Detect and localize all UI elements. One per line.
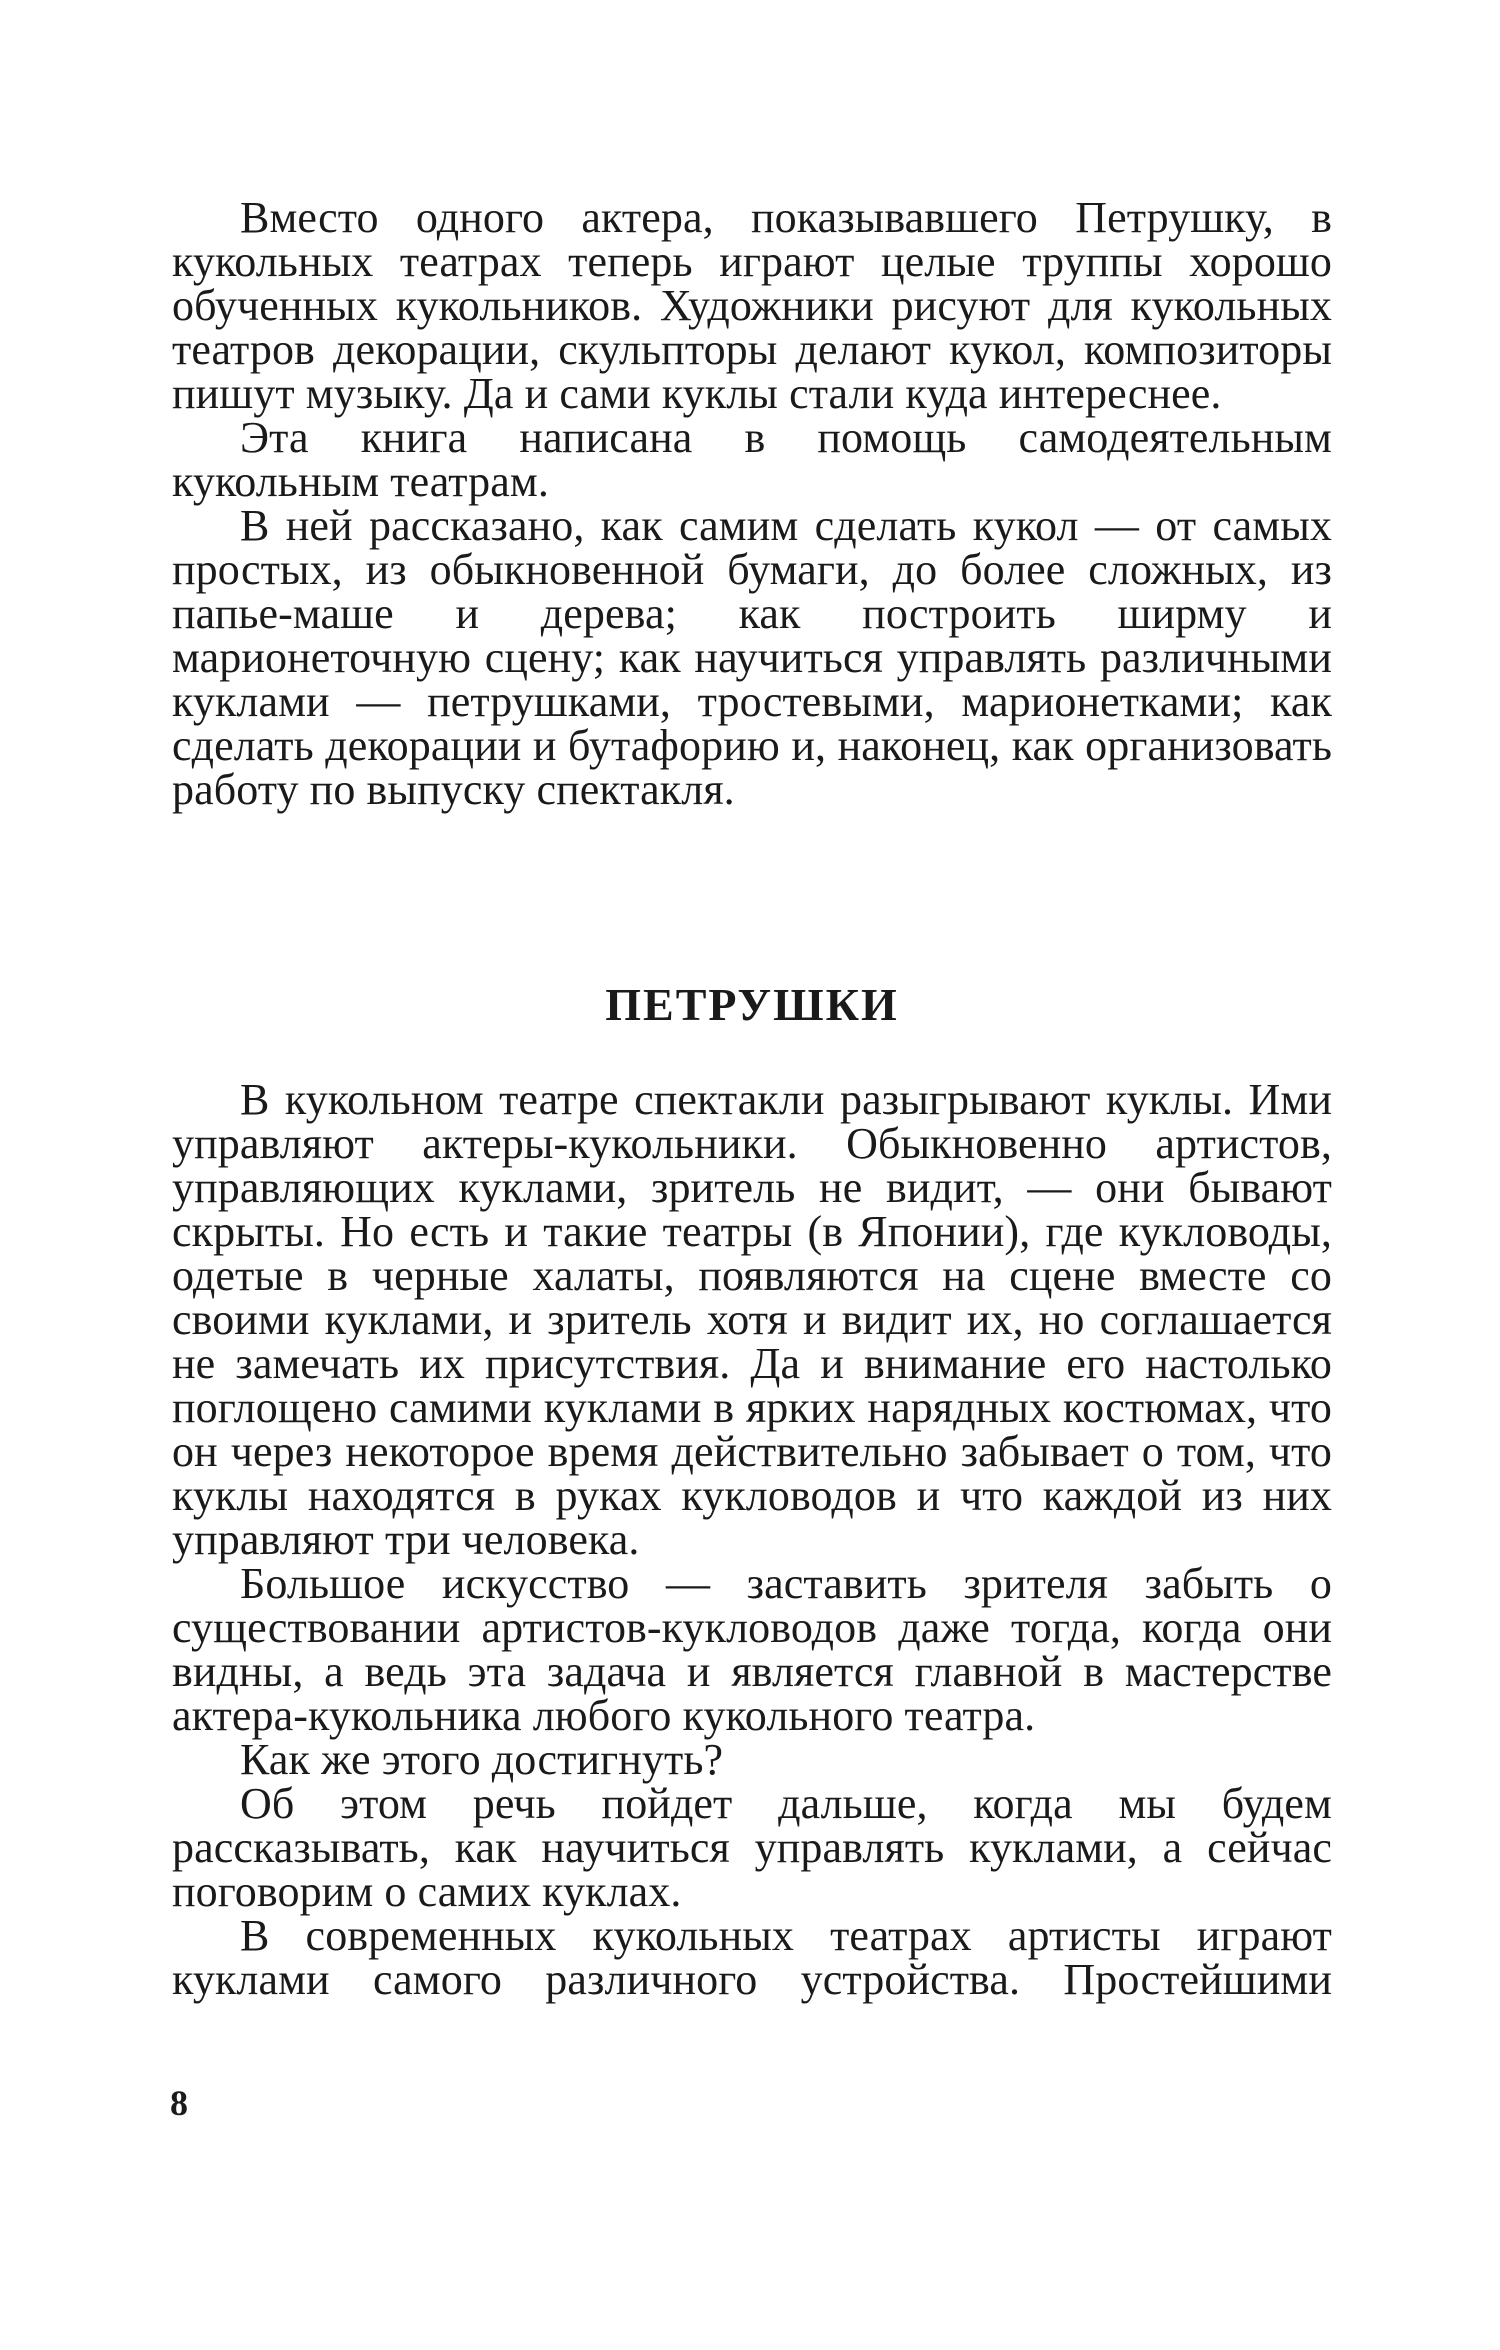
section-title: ПЕТРУШКИ [605,979,899,1030]
page-number: 8 [170,2083,188,2123]
section-paragraph-2: Большое искусство — заставить зрителя забыть о существовании артистов-кукловодов даже тогда, когда они видны, а ведь эта задача и является главной в мастерстве актера-кукольника любого кукольного театра. [172,1559,1332,1740]
section-paragraph-5: В современных кукольных театрах артисты играют куклами самого различного устройства. Простейшими [172,1911,1332,2004]
section-text [172,1075,1332,2004]
section-paragraph-3: Как же этого достигнуть? [240,1735,724,1784]
section-paragraph-4: Об этом речь пойдет дальше, когда мы будем рассказывать, как научиться управлять куклами, а сейчас поговорим о самих куклах. [172,1779,1332,1916]
intro-paragraph-1: Вместо одного актера, показывавшего Петрушку, в кукольных театрах теперь играют целые труппы хорошо обученных кукольников. Художники рисуют для кукольных театров декорации, скульпторы делают кукол, композиторы пишут музыку. Да и сами куклы стали куда интереснее. [172,193,1332,418]
intro-paragraph-2: Эта книга написана в помощь самодеятельным кукольным театрам. [172,413,1332,506]
section-paragraph-1: В кукольном театре спектакли разыгрывают куклы. Ими управляют актеры-кукольники. Обыкновенно артистов, управляющих куклами, зритель не видит, — они бывают скрыты. Но есть и такие театры (в Японии), где кукловоды, одетые в черные халаты, появляются на сцене вместе со своими куклами, и зритель хотя и видит их, но соглашается не замечать их присутствия. Да и внимание его настолько поглощено самими куклами в ярких нарядных костюмах, что он через некоторое время действительно забывает о том, что куклы находятся в руках кукловодов и что каждой из них управляют три человека. [172,1075,1332,1564]
intro-paragraph-3: В ней рассказано, как самим сделать кукол — от самых простых, из обыкновенной бумаги, до более сложных, из папье-маше и дерева; как построить ширму и марионеточную сцену; как научиться управлять различными куклами — петрушками, тростевыми, марионетками; как сделать декорации и бутафорию и, наконец, как организовать работу по выпуску спектакля. [172,501,1332,814]
intro-text [172,193,1332,814]
